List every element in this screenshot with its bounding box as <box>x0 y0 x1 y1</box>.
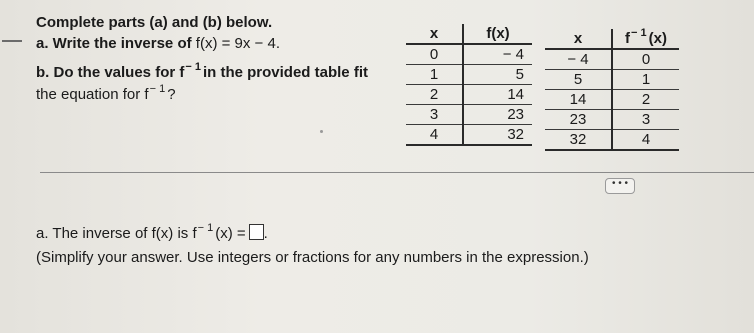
answer-input-box[interactable] <box>249 224 264 240</box>
fx-cell-x: 3 <box>406 105 463 125</box>
table-row <box>406 65 532 85</box>
finv-header-f: f <box>625 30 631 47</box>
table-row <box>406 105 532 125</box>
part-b-line1-pre: b. Do the values for f <box>36 64 185 81</box>
answer-post: (x) = <box>215 225 246 242</box>
part-a-prefix: a. Write the inverse of <box>36 35 192 52</box>
table-f-inverse <box>545 29 679 151</box>
finv-header-sup: − 1 <box>631 27 647 39</box>
part-b-line2-post: ? <box>167 86 176 103</box>
table-row <box>545 70 679 90</box>
table-f-of-x <box>406 24 532 146</box>
part-a-function: f(x) = 9x − 4. <box>195 35 280 52</box>
finv-cell-x: − 4 <box>545 49 612 70</box>
part-b-prompt-line2 <box>36 83 176 105</box>
finv-cell-x: 14 <box>545 90 612 110</box>
finv-cell-x: 32 <box>545 130 612 151</box>
fx-cell-y: 14 <box>463 85 532 105</box>
table-row <box>545 49 679 70</box>
finv-cell-x: 5 <box>545 70 612 90</box>
section-divider <box>40 172 754 173</box>
fx-cell-x: 0 <box>406 44 463 65</box>
speck <box>320 130 323 133</box>
finv-cell-y: 0 <box>612 49 679 70</box>
fx-header-fx: f(x) <box>463 24 532 44</box>
fx-cell-y: 23 <box>463 105 532 125</box>
answer-end: . <box>263 225 268 242</box>
table-row <box>545 90 679 110</box>
finv-cell-y: 2 <box>612 90 679 110</box>
part-a-prompt <box>36 35 280 53</box>
intro-text: Complete parts (a) and (b) below. <box>36 14 273 31</box>
part-b-line2-sup: − 1 <box>149 83 166 95</box>
fx-cell-y: 32 <box>463 125 532 146</box>
answer-prompt <box>36 224 268 244</box>
finv-header-x: x <box>545 29 612 49</box>
more-options-button[interactable]: • • • <box>605 178 635 194</box>
table-row <box>406 44 532 65</box>
fx-cell-x: 4 <box>406 125 463 146</box>
finv-header-finv <box>612 29 679 49</box>
part-b-prompt-line1 <box>36 61 368 83</box>
fx-header-x: x <box>406 24 463 44</box>
fx-cell-y: 5 <box>463 65 532 85</box>
part-b-line2-pre: the equation for f <box>36 86 149 103</box>
finv-header-arg: (x) <box>648 30 667 47</box>
answer-pre: a. The inverse of f(x) is f <box>36 225 197 242</box>
answer-instruction: (Simplify your answer. Use integers or fractions for any numbers in the expression.) <box>36 249 589 266</box>
table-row <box>406 85 532 105</box>
answer-sup: − 1 <box>197 222 214 234</box>
fx-cell-y: − 4 <box>463 44 532 65</box>
finv-cell-y: 4 <box>612 130 679 151</box>
fx-cell-x: 1 <box>406 65 463 85</box>
table-row <box>545 130 679 151</box>
part-b-line1-post: in the provided table fit <box>202 64 368 81</box>
table-row <box>545 110 679 130</box>
finv-cell-y: 1 <box>612 70 679 90</box>
fx-cell-x: 2 <box>406 85 463 105</box>
table-row <box>406 125 532 146</box>
finv-cell-x: 23 <box>545 110 612 130</box>
left-margin-mark <box>2 40 22 42</box>
finv-cell-y: 3 <box>612 110 679 130</box>
part-b-line1-sup: − 1 <box>185 61 201 73</box>
